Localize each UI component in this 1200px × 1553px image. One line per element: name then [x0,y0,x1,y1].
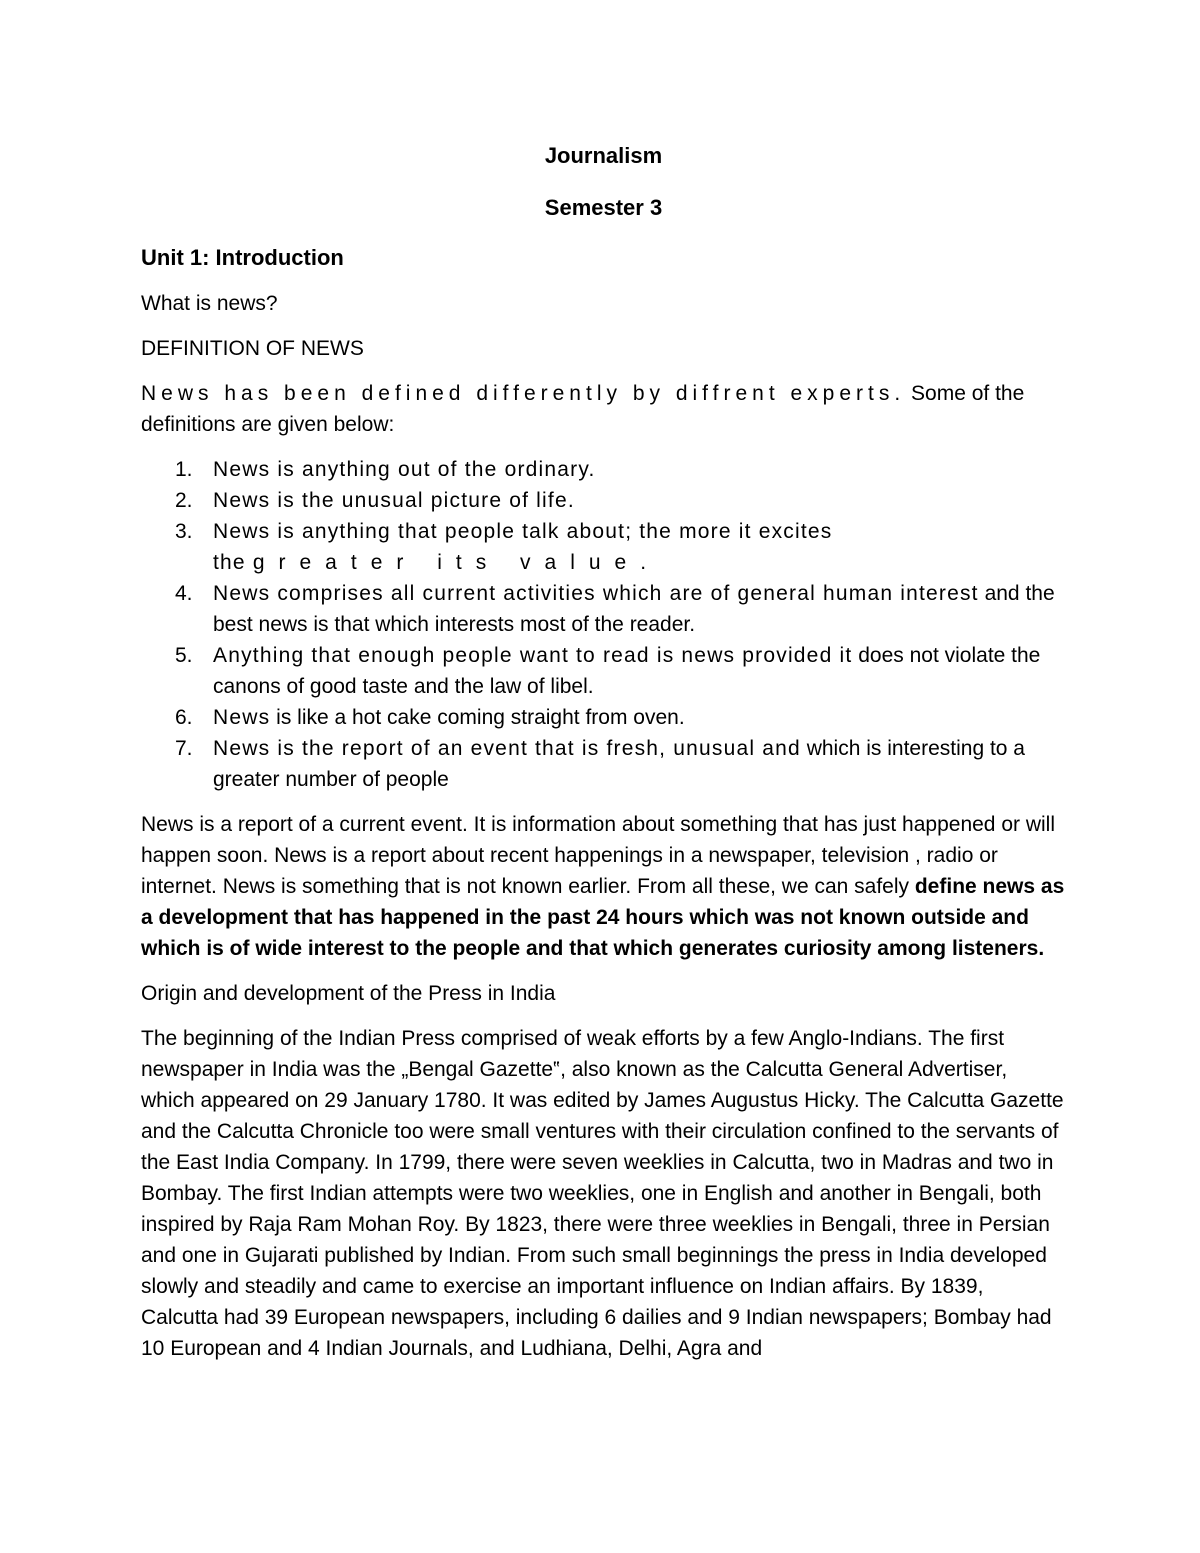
list-item-text: and the best news is that which interests most of the reader. [213,582,1055,636]
list-item-number: 7. [175,737,193,760]
list-item [175,702,1066,733]
origin-paragraph: The beginning of the Indian Press comprised of weak efforts by a few Anglo-Indians. The first newspaper in India was the „Bengal Gazette‟, also known as the Calcutta General Advertiser, which appeared on 29 January 1780. It was edited by James Augustus Hicky. The Calcutta Gazette and the Calcutta Chronicle too were small ventures with their circulation confined to the servants of the East India Company. In 1799, there were seven weeklies in Calcutta, two in Madras and two in Bombay. The first Indian attempts were two weeklies, one in English and another in Bengali, both inspired by Raja Ram Mohan Roy. By 1823, there were three weeklies in Bengali, three in Persian and one in Gujarati published by Indian. From such small beginnings the press in India developed slowly and steadily and came to exercise an important influence on Indian affairs. By 1839, Calcutta had 39 European newspapers, including 6 dailies and 9 Indian newspapers; Bombay had 10 European and 4 Indian Journals, and Ludhiana, Delhi, Agra and [141,1027,1064,1360]
definitions-intro [141,378,1066,440]
definitions-list [141,454,1066,795]
list-item [175,640,1066,702]
list-item-spaced-text: News is the report of an event that is fresh, unusual and [213,737,801,760]
list-item [175,454,1066,485]
list-item-number: 3. [175,520,193,543]
definitions-intro-rest: Some of the definitions are given below: [141,382,1025,436]
list-item-number: 2. [175,489,193,512]
list-item-spaced-text: News comprises all current activities which are of general human interest [213,582,979,605]
list-item-text: is like a hot cake coming straight from oven. [270,706,685,729]
definitions-intro-spaced: News has been defined differently by diffrent experts. [141,382,906,405]
list-item [175,485,1066,516]
list-item-spaced-text: News is anything out of the ordinary. [213,458,596,481]
document-title: Journalism [544,143,663,168]
list-item [175,578,1066,640]
document-body [141,140,1066,1364]
list-item-spaced-text: News is the unusual picture of life. [213,489,575,512]
origin-heading: Origin and development of the Press in India [141,982,556,1005]
list-item-spaced-text: News [213,706,271,729]
summary-bold-definition: define news as a development that has happened in the past 24 hours which was not known outside and which is of wide interest to the people and that which generates curiosity among listeners. [141,875,1065,960]
list-item-text: which is interesting to a greater number of people [213,737,1025,791]
list-item-number: 6. [175,706,193,729]
list-item [175,733,1066,795]
unit-heading: Unit 1: Introduction [141,245,344,270]
list-item-continuation-lead: the [213,551,253,574]
document-subtitle: Semester 3 [544,195,663,220]
list-item-spaced-text: News is anything that people talk about; the more it excites [213,520,833,543]
summary-paragraph [141,809,1066,964]
list-item-number: 5. [175,644,193,667]
list-item-spaced-text: Anything that enough people want to read is news provided it [213,644,853,667]
list-item-number: 1. [175,458,193,481]
question-text: What is news? [141,292,278,315]
list-item [175,516,1066,578]
definition-heading: DEFINITION OF NEWS [141,337,364,360]
list-item-continuation-wide: greater its value. [252,551,661,574]
summary-text: News is a report of a current event. It is information about something that has just happened or will happen soon. News is a report about recent happenings in a newspaper, television , radio or internet. News is something that is not known earlier. From all these, we can safely [141,813,1055,898]
list-item-number: 4. [175,582,193,605]
list-item-text: does not violate the canons of good taste and the law of libel. [213,644,1041,698]
